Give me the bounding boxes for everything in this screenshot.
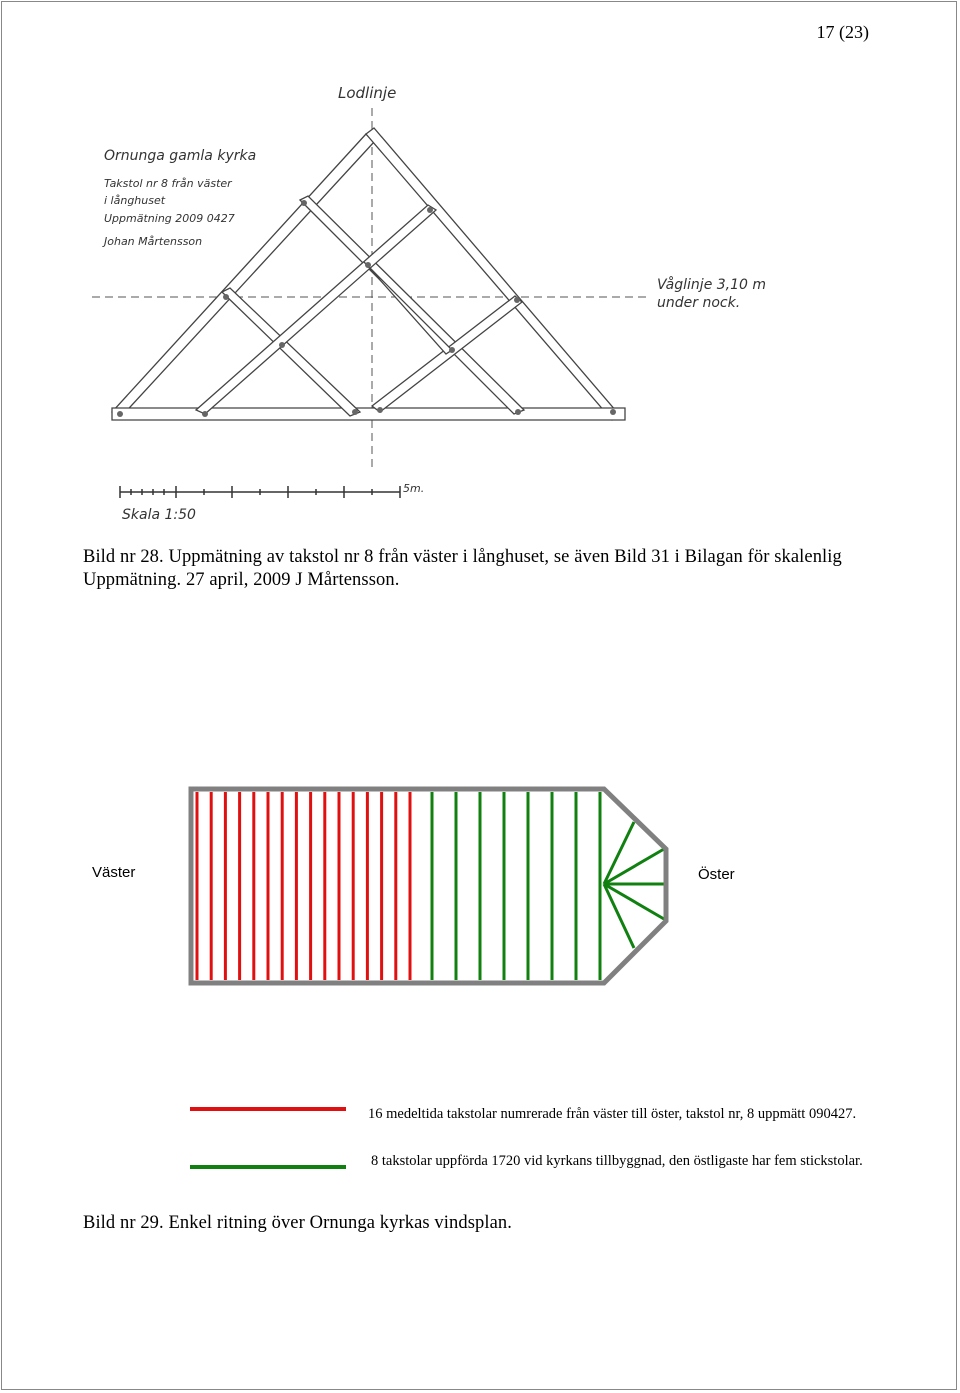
legend-green-line bbox=[190, 1165, 346, 1169]
legend-green-text: 8 takstolar uppförda 1720 vid kyrkans tillbyggnad, den östligaste har fem stickstolar. bbox=[371, 1153, 863, 1169]
legend-red-text: 16 medeltida takstolar numrerade från väster till öster, takstol nr, 8 uppmätt 090427. bbox=[368, 1106, 857, 1122]
tie-beam bbox=[112, 408, 625, 420]
figure-caption-28: Bild nr 28. Uppmätning av takstol nr 8 från väster i långhuset, se även Bild 31 i Bilagan för skalenlig Uppmätning. 27 april, 2009 J Mårtensson. bbox=[83, 547, 842, 590]
level-line-label: Våglinje 3,10 m bbox=[657, 277, 767, 293]
brace-2 bbox=[222, 288, 360, 416]
scale-bar bbox=[120, 486, 400, 498]
right-rafter bbox=[366, 128, 622, 420]
sketch-title-line: Ornunga gamla kyrka bbox=[104, 148, 257, 164]
sketch-title-line: Uppmätning 2009 0427 bbox=[104, 212, 235, 225]
brace-5 bbox=[364, 262, 452, 354]
page-number: 17 (23) bbox=[816, 22, 869, 42]
plumb-label: Lodlinje bbox=[338, 84, 397, 102]
sketch-title bbox=[102, 148, 256, 248]
sketch-title-line: Takstol nr 8 från väster bbox=[104, 177, 232, 190]
sketch-title-line: i långhuset bbox=[104, 194, 166, 207]
sketch-title-line: Johan Mårtensson bbox=[104, 235, 203, 248]
legend-red-line bbox=[190, 1107, 346, 1111]
scale-end-label: 5m. bbox=[403, 482, 425, 495]
figure-caption-29: Bild nr 29. Enkel ritning över Ornunga kyrkas vindsplan. bbox=[83, 1213, 512, 1233]
scale-label: Skala 1:50 bbox=[122, 507, 196, 523]
truss-sketch bbox=[0, 0, 960, 540]
west-label: Väster bbox=[92, 864, 136, 881]
level-line-label: under nock. bbox=[657, 295, 741, 311]
east-label: Öster bbox=[698, 866, 735, 883]
